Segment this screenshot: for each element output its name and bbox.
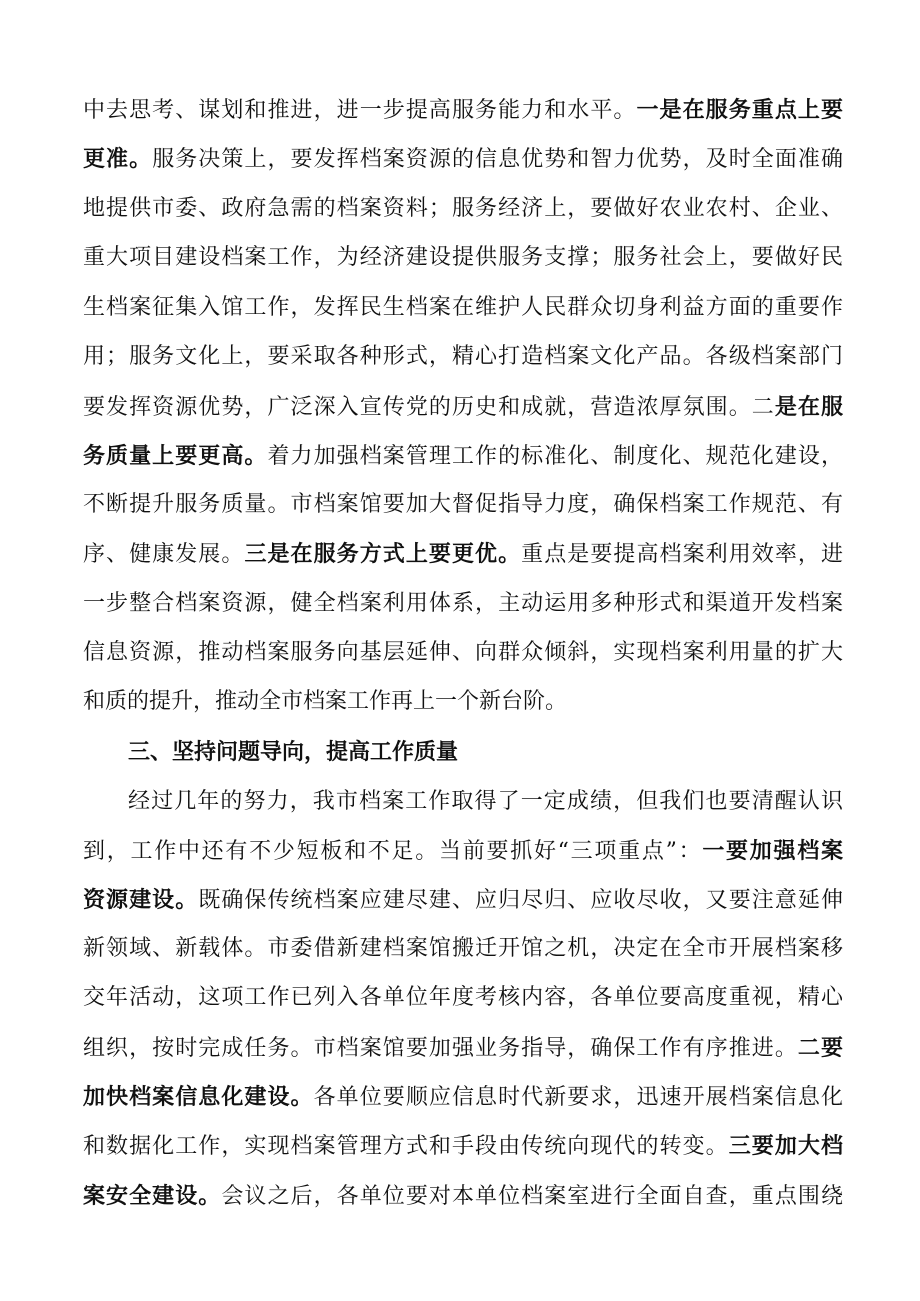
paragraph-line [128, 778, 843, 826]
text-segment: 既确保传统档案应建尽建、应归尽归、应收尽收，又要注意延伸 [198, 888, 843, 913]
text-segment: 用；服务文化上，要采取各种形式，精心打造档案文化产品。各级档案部门 [83, 344, 843, 369]
paragraph-line [83, 135, 843, 183]
text-segment: 着力加强档案管理工作的标准化、制度化、规范化建设， [267, 444, 843, 469]
text-segment: 服务决策上，要发挥档案资源的信息优势和智力优势，及时全面准确 [152, 147, 843, 172]
bold-text-segment: 三是在服务方式上要更优。 [244, 541, 522, 567]
text-segment: 交年活动，这项工作已列入各单位年度考核内容，各单位要高度重视，精心 [83, 985, 843, 1010]
paragraph-line [83, 580, 843, 628]
text-segment: 重大项目建设档案工作，为经济建设提供服务支撑；服务社会上，要做好民 [83, 245, 843, 270]
paragraph-line [83, 234, 843, 282]
text-segment: 和数据化工作，实现档案管理方式和手段由传统向现代的转变。 [83, 1134, 729, 1159]
paragraph-line [83, 185, 843, 233]
text-segment: 和质的提升，推动全市档案工作再上一个新台阶。 [83, 689, 568, 714]
bold-text-segment: 二要 [797, 1035, 843, 1061]
bold-text-segment: 一要加强档案 [702, 838, 843, 864]
paragraph-line [83, 678, 843, 726]
paragraph-line [83, 827, 843, 875]
bold-text-segment: 案安全建设。 [83, 1183, 222, 1209]
text-segment: 各单位要顺应信息时代新要求，迅速开展档案信息化 [313, 1085, 843, 1110]
bold-text-segment: 资源建设。 [83, 887, 199, 913]
paragraph-line [83, 530, 843, 578]
text-segment: 不断提升服务质量。市档案馆要加大督促指导力度，确保档案工作规范、有 [83, 492, 843, 517]
paragraph-line [83, 629, 843, 677]
paragraph-line [83, 284, 843, 332]
bold-text-segment: 加快档案信息化建设。 [83, 1084, 314, 1110]
paragraph-line [83, 383, 843, 431]
text-segment: 中去思考、谋划和推进，进一步提高服务能力和水平。 [83, 98, 637, 123]
paragraph-line [83, 1024, 843, 1072]
bold-text-segment: 一是在服务重点上要 [636, 97, 843, 123]
text-segment: 一步整合档案资源，健全档案利用体系，主动运用多种形式和渠道开发档案 [83, 591, 843, 616]
text-segment: 序、健康发展。 [83, 542, 245, 567]
text-segment: 信息资源，推动档案服务向基层延伸、向群众倾斜，实现档案利用量的扩大 [83, 640, 843, 665]
paragraph-line [83, 432, 843, 480]
paragraph-line [83, 481, 843, 529]
text-segment: 新领域、新载体。市委借新建档案馆搬迁开馆之机，决定在全市开展档案移 [83, 936, 843, 961]
text-segment: 重点是要提高档案利用效率，进 [521, 542, 843, 567]
section-heading [128, 728, 843, 776]
text-segment: 要发挥资源优势，广泛深入宣传党的历史和成就，营造浓厚氛围。二 [83, 395, 775, 420]
text-segment: 会议之后，各单位要对本单位档案室进行全面自查，重点围绕 [221, 1184, 843, 1209]
paragraph-line [83, 86, 843, 134]
text-segment: 地提供市委、政府急需的档案资料；服务经济上，要做好农业农村、企业、 [83, 196, 843, 221]
text-segment: 经过几年的努力，我市档案工作取得了一定成绩，但我们也要清醒认识 [128, 789, 843, 814]
paragraph-line [83, 1172, 843, 1220]
paragraph-line [83, 876, 843, 924]
bold-text-segment: 是在服 [774, 394, 843, 420]
bold-text-segment: 三要加大档 [728, 1133, 843, 1159]
text-segment: 生档案征集入馆工作，发挥民生档案在维护人民群众切身利益方面的重要作 [83, 295, 843, 320]
paragraph-line [83, 974, 843, 1022]
paragraph-line [83, 1073, 843, 1121]
paragraph-line [83, 333, 843, 381]
paragraph-line [83, 925, 843, 973]
bold-text-segment: 更准。 [83, 146, 153, 172]
text-segment: 到，工作中还有不少短板和不足。当前要抓好“三项重点”： [83, 839, 703, 864]
bold-text-segment: 三、坚持问题导向，提高工作质量 [128, 739, 459, 765]
text-segment: 组织，按时完成任务。市档案馆要加强业务指导，确保工作有序推进。 [83, 1036, 798, 1061]
paragraph-line [83, 1122, 843, 1170]
bold-text-segment: 务质量上要更高。 [83, 443, 268, 469]
